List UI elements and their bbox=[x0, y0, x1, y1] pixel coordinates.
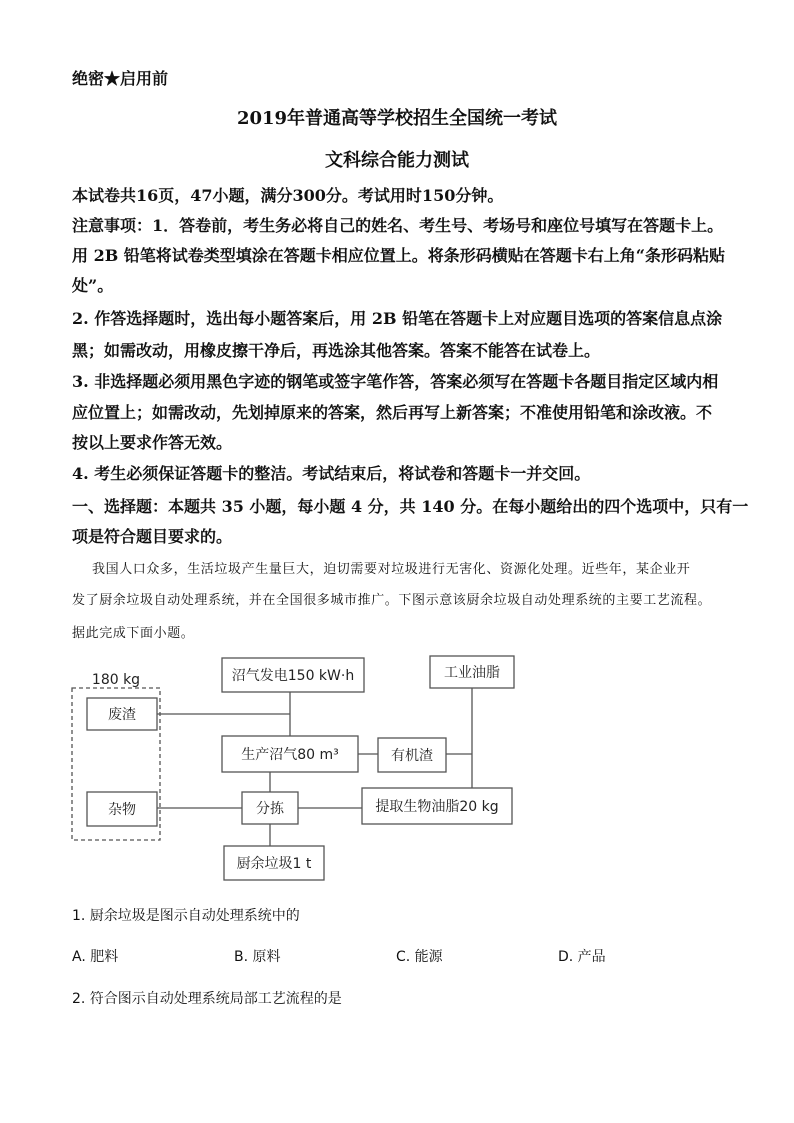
group-weight-label: 180 kg bbox=[91, 672, 141, 688]
question-1-option-d[interactable]: D. 产品 bbox=[558, 949, 606, 965]
node-debris: 杂物 bbox=[108, 802, 136, 818]
passage-line: 我国人口众多，生活垃圾产生量巨大，迫切需要对垃圾进行无害化、资源化处理。近些年，某企业开 bbox=[92, 562, 691, 577]
section-heading: 项是符合题目要求的。 bbox=[72, 527, 233, 546]
node-biogas: 生产沼气80 m³ bbox=[241, 747, 339, 763]
exam-intro: 本试卷共16页，47小题，满分300分。考试用时150分钟。 bbox=[72, 186, 504, 205]
question-2-stem: 2. 符合图示自动处理系统局部工艺流程的是 bbox=[72, 991, 342, 1007]
passage-instruction: 据此完成下面小题。 bbox=[72, 626, 195, 641]
node-residue: 废渣 bbox=[108, 707, 136, 723]
exam-title: 2019年普通高等学校招生全国统一考试 bbox=[236, 108, 558, 129]
node-sorting: 分拣 bbox=[256, 801, 284, 817]
passage-line: 发了厨余垃圾自动处理系统，并在全国很多城市推广。下图示意该厨余垃圾自动处理系统的主要工艺流程。 bbox=[72, 593, 712, 608]
instruction-line: 应位置上；如需改动，先划掉原来的答案，然后再写上新答案；不准使用铅笔和涂改液。不 bbox=[72, 403, 713, 422]
question-1-stem: 1. 厨余垃圾是图示自动处理系统中的 bbox=[72, 908, 300, 924]
instruction-line: 黑；如需改动，用橡皮擦干净后，再选涂其他答案。答案不能答在试卷上。 bbox=[72, 341, 601, 360]
question-1-option-b[interactable]: B. 原料 bbox=[234, 949, 281, 965]
node-industrial-grease: 工业油脂 bbox=[444, 665, 500, 681]
node-bio-grease: 提取生物油脂20 kg bbox=[375, 799, 499, 815]
instruction-line: 处”。 bbox=[72, 276, 114, 295]
node-organic-residue: 有机渣 bbox=[391, 748, 433, 764]
secret-label: 绝密★启用前 bbox=[72, 69, 169, 88]
instruction-line: 4. 考生必须保证答题卡的整洁。考试结束后，将试卷和答题卡一并交回。 bbox=[72, 464, 591, 483]
question-1-option-c[interactable]: C. 能源 bbox=[396, 949, 443, 965]
section-heading: 一、选择题：本题共 35 小题，每小题 4 分，共 140 分。在每小题给出的四个选项中，只有一 bbox=[72, 497, 749, 516]
node-kitchen-waste: 厨余垃圾1 t bbox=[236, 856, 312, 872]
instruction-line: 按以上要求作答无效。 bbox=[72, 433, 233, 452]
node-biogas-power: 沼气发电150 kW·h bbox=[231, 668, 355, 684]
instruction-line: 2. 作答选择题时，选出每小题答案后，用 2B 铅笔在答题卡上对应题目选项的答案信息点涂 bbox=[72, 309, 723, 328]
instruction-line: 注意事项：1．答卷前，考生务必将自己的姓名、考生号、考场号和座位号填写在答题卡上。 bbox=[72, 216, 724, 235]
exam-subtitle: 文科综合能力测试 bbox=[325, 150, 469, 171]
instruction-line: 3. 非选择题必须用黑色字迹的钢笔或签字笔作答，答案必须写在答题卡各题目指定区域内相 bbox=[72, 372, 719, 391]
instruction-line: 用 2B 铅笔将试卷类型填涂在答题卡相应位置上。将条形码横贴在答题卡右上角“条形码粘贴 bbox=[72, 246, 726, 265]
question-1-option-a[interactable]: A. 肥料 bbox=[72, 949, 119, 965]
